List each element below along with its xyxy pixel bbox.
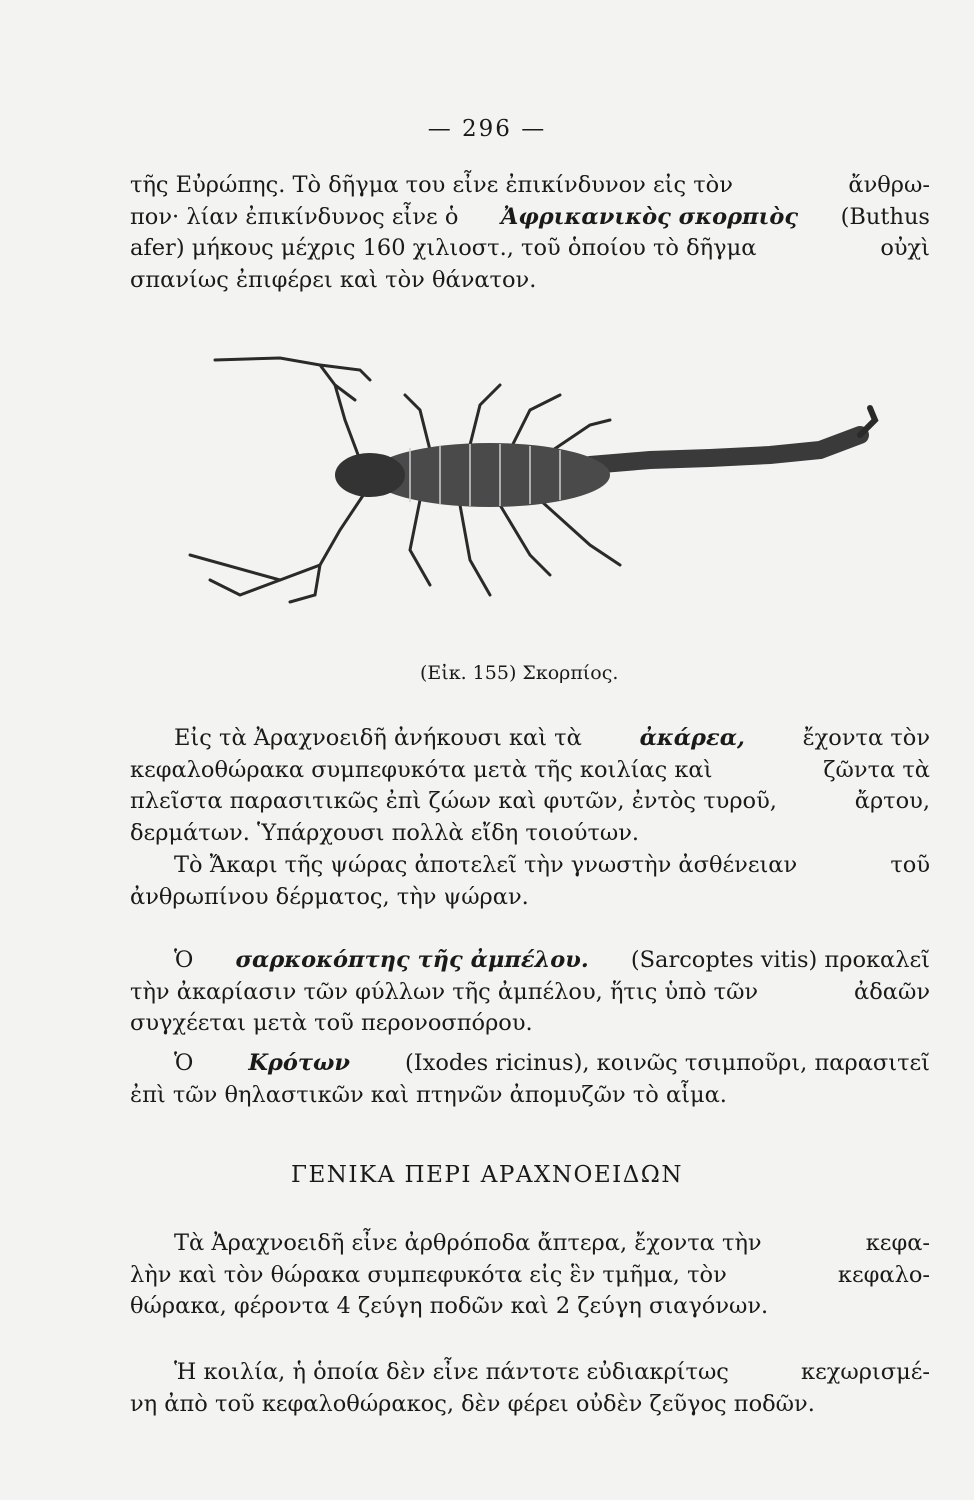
text-line: θώρακα, φέροντα 4 ζεύγη ποδῶν καὶ 2 ζεύγη σιαγόνων.	[130, 1293, 769, 1319]
bold-term: ἀκάρεα,	[639, 725, 745, 751]
bold-term: Κρότων	[248, 1050, 351, 1076]
paragraph-akarea	[130, 723, 930, 849]
text-line: τὴν ἀκαρίασιν τῶν φύλλων τῆς ἀμπέλου, ἥτις ὑπὸ τῶν ἀδαῶν	[130, 978, 930, 1005]
scorpion-illustration	[170, 340, 890, 620]
intro-paragraph	[130, 170, 930, 296]
text-line: ἀνθρωπίνου δέρματος, τὴν ψώραν.	[130, 883, 529, 910]
paragraph-general	[130, 1228, 930, 1323]
text-line: κεφαλοθώρακα συμπεφυκότα μετὰ τῆς κοιλίας καὶ ζῶντα τὰ	[130, 756, 930, 783]
paragraph-koilia	[130, 1357, 930, 1420]
paragraph-kroton	[130, 1048, 930, 1111]
text-line: Ὁ σαρκοκόπτης τῆς ἀμπέλου. (Sarcoptes vitis) προκαλεῖ	[130, 945, 930, 977]
text-line: δερμάτων. Ὑπάρχουσι πολλὰ εἴδη τοιούτων.	[130, 819, 640, 846]
text-line: Ἡ κοιλία, ἡ ὁποία δὲν εἶνε πάντοτε εὐδιακρίτως κεχωρισμέ-	[174, 1359, 930, 1385]
text-line: πον· λίαν ἐπικίνδυνος εἶνε ὁ Ἀφρικανικὸς σκορπιὸς (Buthus	[130, 202, 930, 234]
text-line: Εἰς τὰ Ἀραχνοειδῆ ἀνήκουσι καὶ τὰ ἀκάρεα, ἔχοντα τὸν	[130, 723, 930, 755]
text-line: afer) μήκους μέχρις 160 χιλιοστ., τοῦ ὁποίου τὸ δῆγμα οὐχὶ	[130, 235, 930, 261]
bold-term: σαρκοκόπτης τῆς ἀμπέλου.	[235, 947, 589, 973]
page-number: — 296 —	[427, 116, 547, 142]
text-line: τῆς Εὐρώπης. Τὸ δῆγμα του εἶνε ἐπικίνδυνον εἰς τὸν ἄνθρω-	[130, 172, 930, 198]
text-line: Ὁ Κρότων (Ixodes ricinus), κοινῶς τσιμποῦρι, παρασιτεῖ	[130, 1048, 930, 1080]
bold-term: Ἀφρικανικὸς σκορπιὸς	[500, 203, 799, 230]
text-line: νη ἀπὸ τοῦ κεφαλοθώρακος, δὲν φέρει οὐδὲν ζεῦγος ποδῶν.	[130, 1390, 815, 1417]
text-line: ἐπὶ τῶν θηλαστικῶν καὶ πτηνῶν ἀπομυζῶν τὸ αἷμα.	[130, 1081, 727, 1108]
text-line: πλεῖστα παρασιτικῶς ἐπὶ ζώων καὶ φυτῶν, ἐντὸς τυροῦ, ἄρτου,	[130, 788, 930, 814]
text-line: Τὸ Ἄκαρι τῆς ψώρας ἀποτελεῖ τὴν γνωστὴν ἀσθένειαν τοῦ	[174, 852, 930, 878]
text-line: λὴν καὶ τὸν θώρακα συμπεφυκότα εἰς ἓν τμῆμα, τὸν κεφαλο-	[130, 1261, 930, 1288]
text-line: Τὰ Ἀραχνοειδῆ εἶνε ἀρθρόποδα ἄπτερα, ἔχοντα τὴν κεφα-	[174, 1230, 930, 1256]
text-line: σπανίως ἐπιφέρει καὶ τὸν θάνατον.	[130, 266, 537, 293]
figure-caption: (Εἰκ. 155) Σκορπίος.	[420, 662, 619, 684]
section-heading: ΓΕΝΙΚΑ ΠΕΡΙ ΑΡΑΧΝΟΕΙΔΩΝ	[290, 1162, 683, 1188]
paragraph-psora	[130, 850, 930, 913]
text-line: συγχέεται μετὰ τοῦ περονοσπόρου.	[130, 1010, 533, 1036]
paragraph-sarkokoptis	[130, 945, 930, 1040]
